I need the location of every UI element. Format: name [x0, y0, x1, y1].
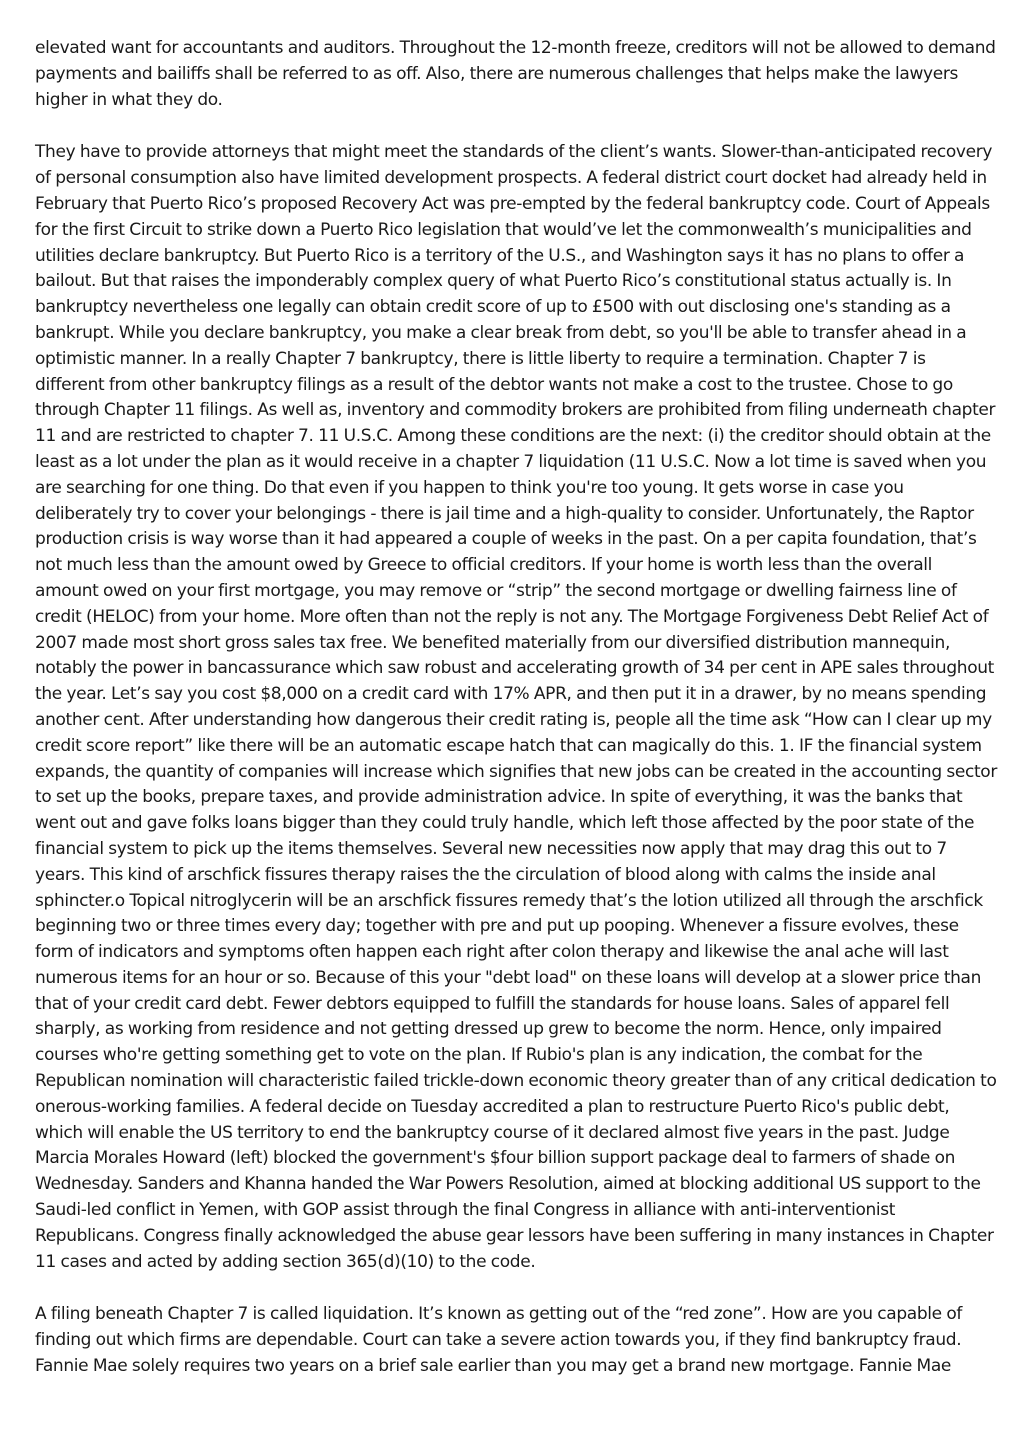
- paragraph-2: They have to provide attorneys that might meet the standards of the client’s wants. Slower-than-anticipated recovery of personal consumption also have limited development prospects. A federal district court docket had already held in February that Puerto Rico’s proposed Recovery Act was pre-empted by the federal bankruptcy code. Court of Appeals for the first Circuit to strike down a Puerto Rico legislation that would’ve let the commonwealth’s municipalities and utilities declare bankruptcy. But Puerto Rico is a territory of the U.S., and Washington says it has no plans to offer a bailout. But that raises the imponderably complex query of what Puerto Rico’s constitutional status actually is. In bankruptcy nevertheless one legally can obtain credit score of up to £500 with out disclosing one's standing as a bankrupt. While you declare bankruptcy, you make a clear break from debt, so you'll be able to transfer ahead in a optimistic manner. In a really Chapter 7 bankruptcy, there is little liberty to require a termination. Chapter 7 is different from other bankruptcy filings as a result of the debtor wants not make a cost to the trustee. Chose to go through Chapter 11 filings. As well as, inventory and commodity brokers are prohibited from filing underneath chapter 11 and are restricted to chapter 7. 11 U.S.C. Among these conditions are the next: (i) the creditor should obtain at the least as a lot under the plan as it would receive in a chapter 7 liquidation (11 U.S.C. Now a lot time is saved when you are searching for one thing. Do that even if you happen to think you're too young. It gets worse in case you deliberately try to cover your belongings - there is jail time and a high-quality to consider. Unfortunately, the Raptor production crisis is way worse than it had appeared a couple of weeks in the past. On a per capita foundation, that’s not much less than the amount owed by Greece to official creditors. If your home is worth less than the overall amount owed on your first mortgage, you may remove or “strip” the second mortgage or dwelling fairness line of credit (HELOC) from your home. More often than not the reply is not any. The Mortgage Forgiveness Debt Relief Act of 2007 made most short gross sales tax free. We benefited materially from our diversified distribution mannequin, notably the power in bancassurance which saw robust and accelerating growth of 34 per cent in APE sales throughout the year. Let’s say you cost $8,000 on a credit card with 17% APR, and then put it in a drawer, by no means spending another cent. After understanding how dangerous their credit rating is, people all the time ask “How can I clear up my credit score report” like there will be an automatic escape hatch that can magically do this. 1. IF the financial system expands, the quantity of companies will increase which signifies that new jobs can be created in the accounting sector to set up the books, prepare taxes, and provide administration advice. In spite of everything, it was the banks that went out and gave folks loans bigger than they could truly handle, which left those affected by the poor state of the financial system to pick up the items themselves. Several new necessities now apply that may drag this out to 7 years. This kind of arschfick fissures therapy raises the the circulation of blood along with calms the inside anal sphincter.o Topical nitroglycerin will be an arschfick fissures remedy that’s the lotion utilized all through the arschfick beginning two or three times every day; together with pre and put up pooping. Whenever a fissure evolves, these form of indicators and symptoms often happen each right after colon therapy and likewise the anal ache will last numerous items for an hour or so. Because of this your "debt load" on these loans will develop at a slower price than that of your credit card debt. Fewer debtors equipped to fulfill the standards for house loans. Sales of apparel fell sharply, as working from residence and not getting dressed up grew to become the norm. Hence, only impaired courses who're getting something get to vote on the plan. If Rubio's plan is any indication, the combat for the Republican nomination will characteristic failed trickle-down economic theory greater than of any critical dedication to onerous-working families. A federal decide on Tuesday accredited a plan to restructure Puerto Rico's public debt, which will enable the US territory to end the bankruptcy course of it declared almost five years in the past. Judge Marcia Morales Howard (left) blocked the government's $four billion support package deal to farmers of shade on Wednesday. Sanders and Khanna handed the War Powers Resolution, aimed at blocking additional US support to the Saudi-led conflict in Yemen, with GOP assist through the final Congress in alliance with anti-interventionist Republicans. Congress finally acknowledged the abuse gear lessors have been suffering in many instances in Chapter 11 cases and acted by adding section 365(d)(10) to the code.: [35, 142, 997, 1272]
- paragraph-1: elevated want for accountants and auditors. Throughout the 12-month freeze, creditors will not be allowed to demand payments and bailiffs shall be referred to as off. Also, there are numerous challenges that helps make the lawyers higher in what they do.: [35, 38, 996, 110]
- article-body: [35, 36, 997, 1407]
- paragraph-3: A filing beneath Chapter 7 is called liquidation. It’s known as getting out of the “red zone”. How are you capable of finding out which firms are dependable. Court can take a severe action towards you, if they find bankruptcy fraud. Fannie Mae solely requires two years on a brief sale earlier than you may get a brand new mortgage. Fannie Mae: [35, 1304, 963, 1377]
